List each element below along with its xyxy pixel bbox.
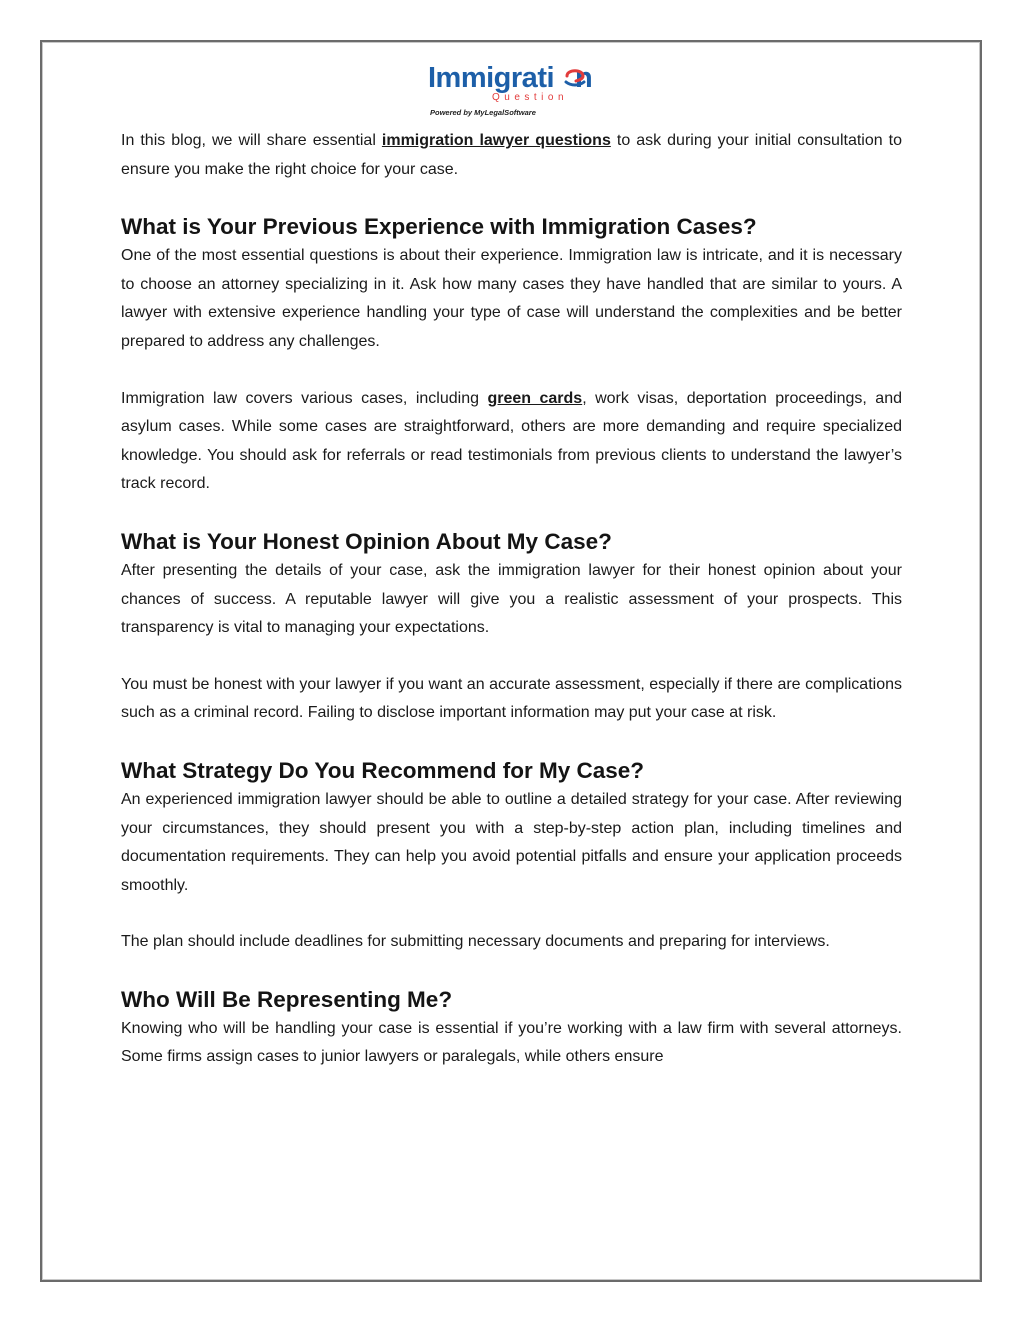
immigration-lawyer-questions-link[interactable]: immigration lawyer questions — [381, 132, 611, 149]
section-heading-strategy: What Strategy Do You Recommend for My Case? — [121, 757, 645, 783]
section-paragraph: An experienced immigration lawyer should be able to outline a detailed strategy for your case. After reviewing your circumstances, they should present you with a step-by-step action plan, including timelines and documentation requirements. They can help you avoid potential pitfalls and ensure your application proceeds smoothly. — [121, 790, 902, 894]
section-paragraph: One of the most essential questions is about their experience. Immigration law is intricate, and it is necessary to choose an attorney specializing in it. Ask how many cases they have handled that are similar to yours. A lawyer with extensive experience handling your type of case will understand the complexities and be better prepared to address any challenges. — [121, 247, 902, 350]
globe-question-icon — [564, 66, 586, 90]
logo-subtitle: Question — [492, 92, 569, 103]
section-paragraph: The plan should include deadlines for submitting necessary documents and preparing for interviews. — [121, 933, 830, 951]
section-heading-experience: What is Your Previous Experience with Immigration Cases? — [121, 214, 757, 240]
section-paragraph: Immigration law covers various cases, including green cards, work visas, deportation proceedings, and asylum cases. While some cases are straightforward, others are more demanding and require specialized knowledge. You should ask for referrals or read testimonials from previous clients to understand the lawyer’s track record. — [121, 389, 902, 493]
immigration-question-logo[interactable] — [428, 62, 604, 120]
section-heading-representation: Who Will Be Representing Me? — [121, 986, 453, 1012]
logo-powered-by: Powered by MyLegalSoftware — [430, 108, 536, 117]
section-paragraph: Knowing who will be handling your case is essential if you’re working with a law firm with several attorneys. Some firms assign cases to junior lawyers or paralegals, while others ensure — [121, 1019, 902, 1066]
section-paragraph: You must be honest with your lawyer if you want an accurate assessment, especially if there are complications such as a criminal record. Failing to disclose important information may put your case at risk. — [121, 675, 902, 722]
article-body — [121, 127, 902, 1072]
section-heading-honest-opinion: What is Your Honest Opinion About My Case? — [121, 528, 612, 554]
intro-paragraph: In this blog, we will share essential immigration lawyer questions to ask during your initial consultation to ensure you make the right choice for your case. — [121, 132, 903, 178]
logo-wordmark: Immigrati n — [428, 62, 593, 94]
section-paragraph: After presenting the details of your case, ask the immigration lawyer for their honest opinion about your chances of success. A reputable lawyer will give you a realistic assessment of your prospects. This transparency is vital to managing your expectations. — [121, 561, 902, 637]
green-cards-link[interactable]: green cards — [487, 389, 583, 407]
